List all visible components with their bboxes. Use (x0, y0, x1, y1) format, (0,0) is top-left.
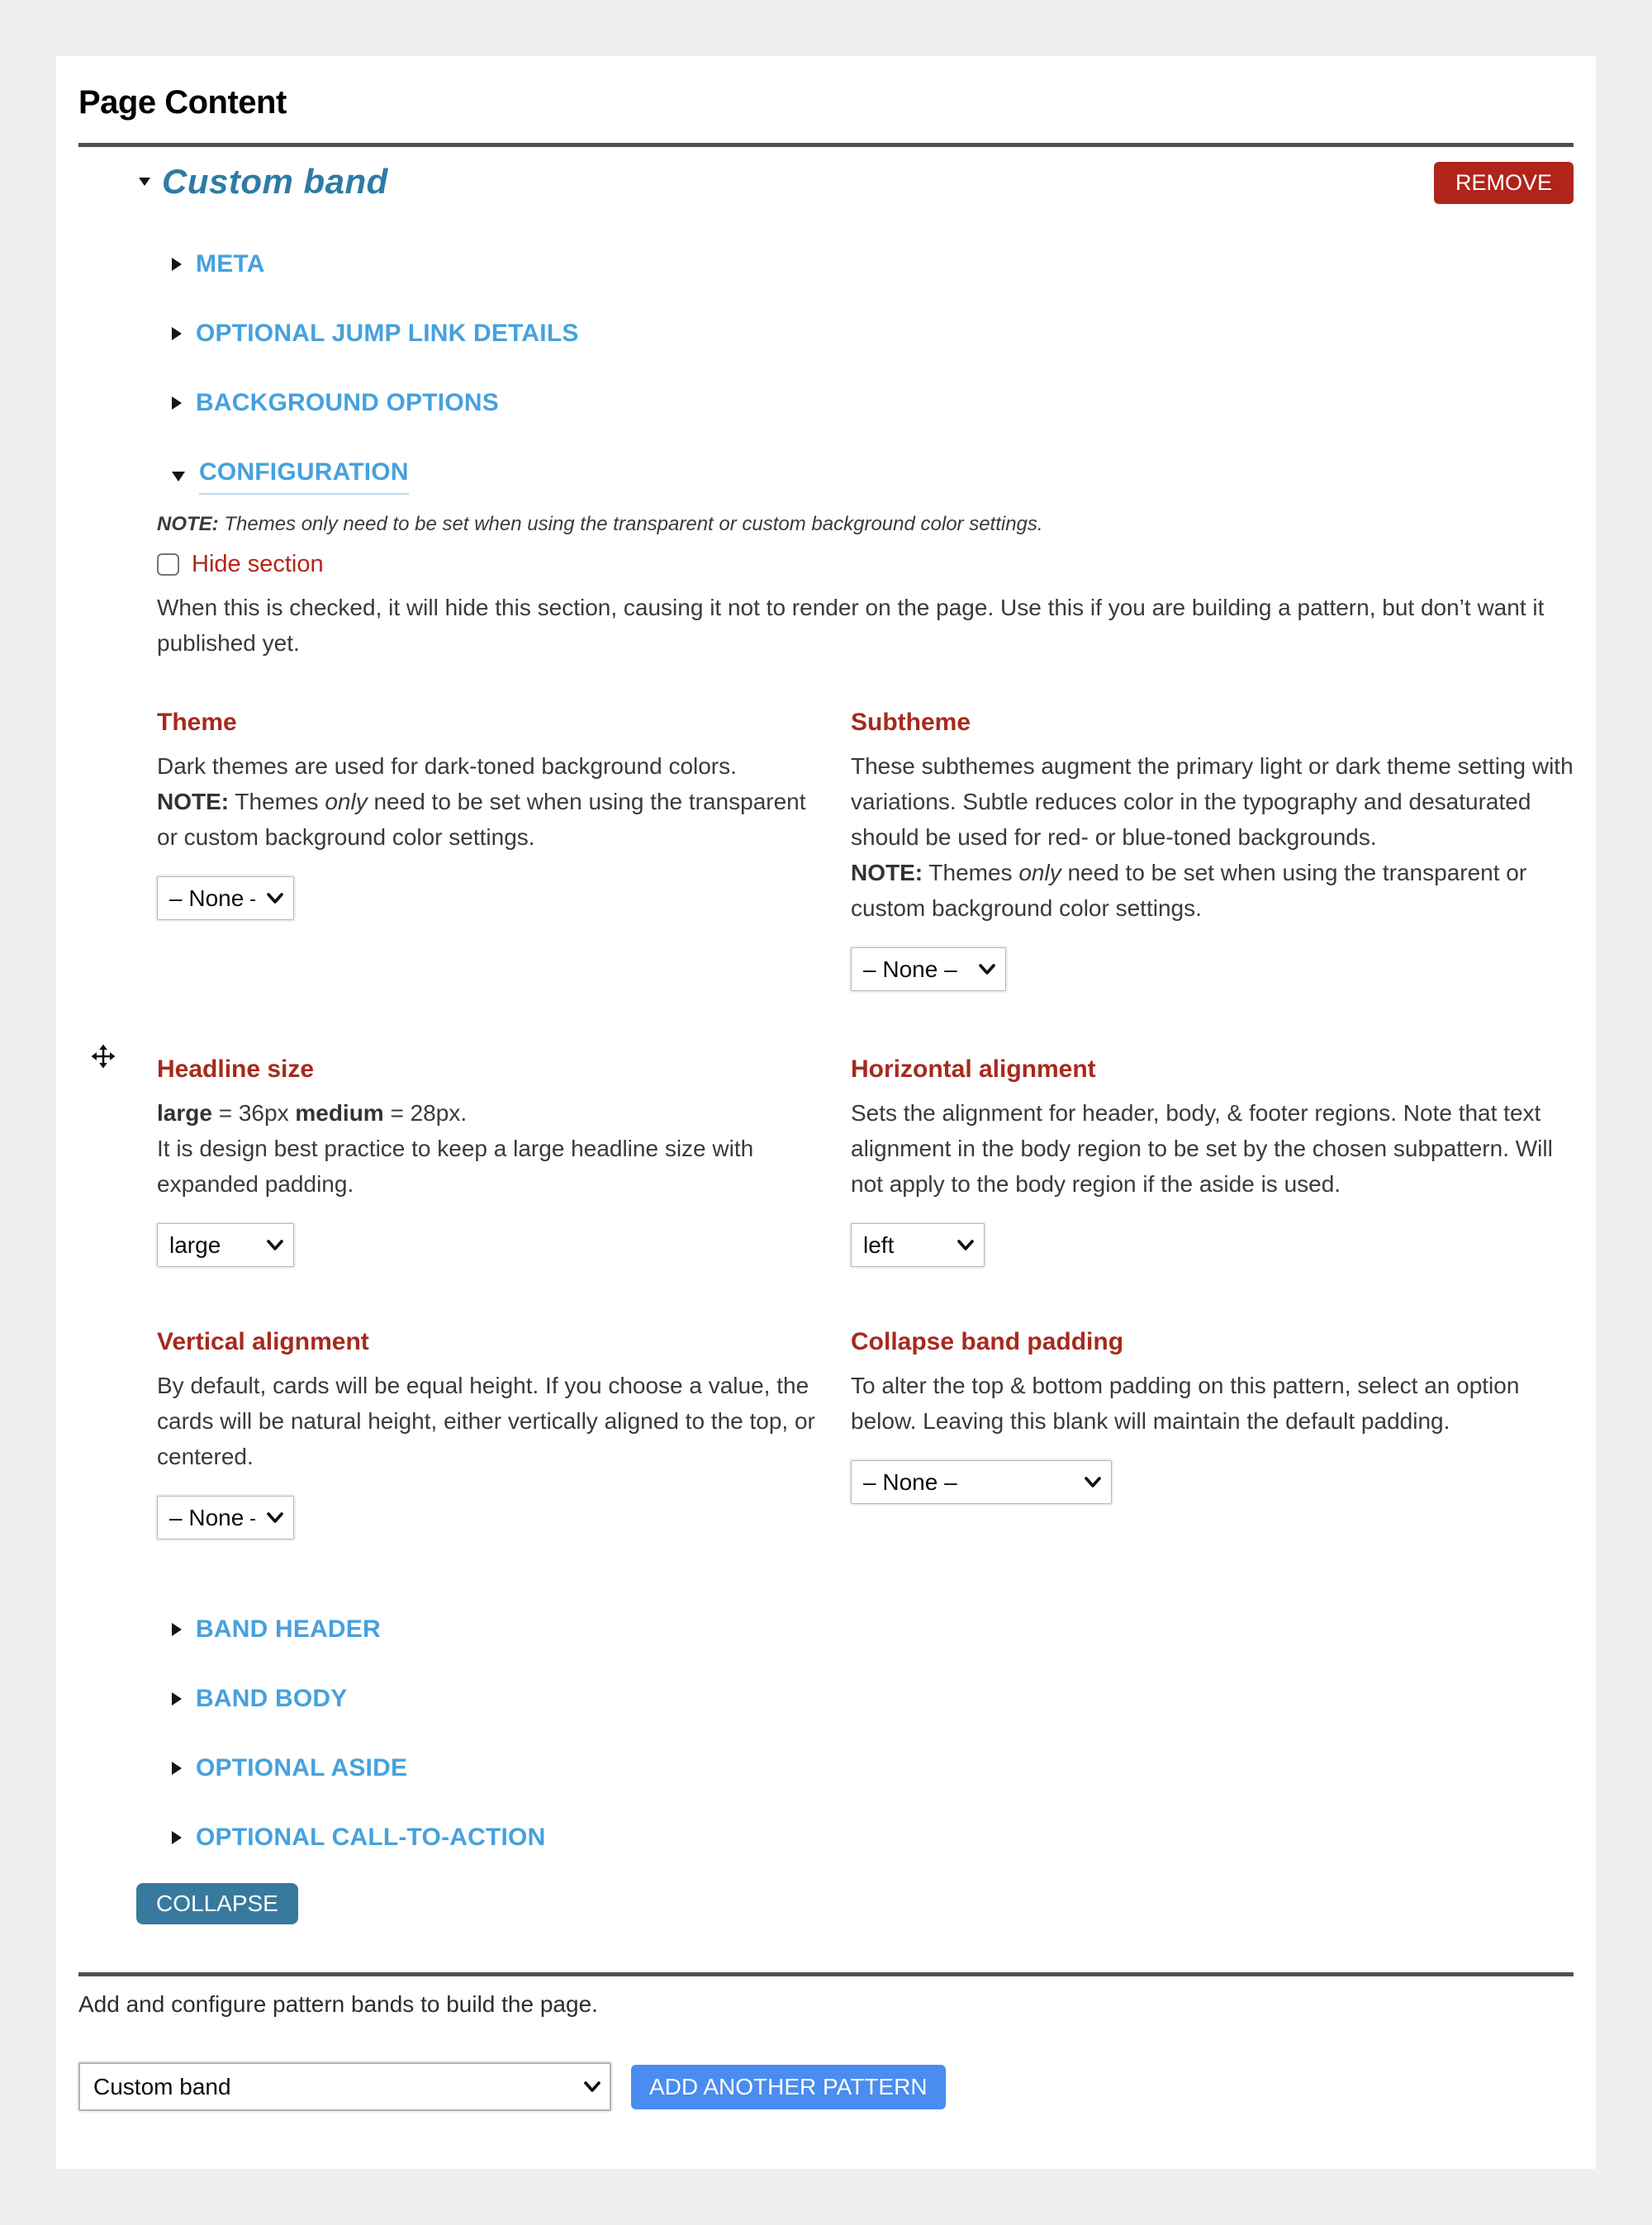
caret-right-icon (172, 1623, 182, 1636)
collapse-band-padding-field (851, 1328, 1574, 1539)
note-text: Themes only need to be set when using the transparent or custom background color settings. (224, 513, 1043, 535)
remove-button[interactable]: REMOVE (1434, 162, 1574, 204)
configuration-note (157, 513, 1574, 536)
section-link-meta[interactable] (172, 250, 265, 278)
theme-description (157, 748, 828, 855)
subtheme-select[interactable] (851, 947, 1006, 991)
section-link-band-header[interactable] (172, 1615, 381, 1644)
horizontal-alignment-field (851, 1056, 1574, 1267)
theme-desc-text: Dark themes are used for dark-toned background colors. (157, 753, 737, 779)
caret-down-icon (139, 178, 150, 186)
section-link-optional-jump-link-details[interactable] (172, 320, 579, 348)
subtheme-label: Subtheme (851, 709, 971, 736)
section-label: BAND HEADER (196, 1615, 381, 1643)
section-label: OPTIONAL JUMP LINK DETAILS (196, 320, 579, 347)
horizontal-alignment-label: Horizontal alignment (851, 1056, 1096, 1083)
term-def: = 36px (211, 1100, 296, 1126)
section-label: BACKGROUND OPTIONS (196, 389, 499, 416)
note-text: Themes (235, 789, 319, 814)
section-link-optional-call-to-action[interactable] (172, 1824, 545, 1852)
hide-section-checkbox[interactable] (157, 553, 179, 576)
note-text: need to be set when using the transparent or custom background color settings. (157, 789, 806, 850)
caret-right-icon (172, 396, 182, 410)
term-bold: large (157, 1100, 212, 1126)
note-text: need to be set when using the transparent or custom background color settings. (851, 860, 1527, 921)
band-disclosure-toggle[interactable] (139, 162, 388, 202)
headline-size-select[interactable] (157, 1223, 294, 1267)
vertical-alignment-select[interactable] (157, 1496, 294, 1539)
section-label: OPTIONAL CALL-TO-ACTION (196, 1824, 546, 1851)
collapse-band-padding-description: To alter the top & bottom padding on this pattern, select an option below. Leaving this blank will maintain the default padding. (851, 1373, 1520, 1434)
section-link-background-options[interactable] (172, 389, 499, 417)
section-label: CONFIGURATION (199, 458, 409, 486)
theme-label: Theme (157, 709, 237, 736)
headline-size-field (157, 1056, 828, 1267)
caret-right-icon (172, 258, 182, 271)
collapse-band-padding-label: Collapse band padding (851, 1328, 1124, 1355)
section-label: BAND BODY (196, 1685, 348, 1712)
section-link-optional-aside[interactable] (172, 1754, 407, 1782)
caret-right-icon (172, 327, 182, 340)
headline-desc-text: It is design best practice to keep a large headline size with expanded padding. (157, 1136, 754, 1197)
note-italic: only (1018, 860, 1061, 885)
add-another-pattern-button[interactable]: ADD ANOTHER PATTERN (631, 2065, 946, 2109)
subtheme-desc-text: These subthemes augment the primary light or dark theme setting with variations. Subtle reduces color in the typography and desaturated should be used for red- or blue-toned backgrounds. (851, 753, 1574, 850)
vertical-alignment-description: By default, cards will be equal height. If you choose a value, the cards will be natural height, either vertically aligned to the top, or centered. (157, 1373, 815, 1469)
theme-select[interactable] (157, 876, 294, 920)
section-label: META (196, 250, 265, 278)
collapse-band-padding-select[interactable] (851, 1460, 1112, 1504)
vertical-alignment-label: Vertical alignment (157, 1328, 369, 1355)
horizontal-alignment-description: Sets the alignment for header, body, & footer regions. Note that text alignment in the body region to be set by the chosen subpattern. Will not apply to the body region if the aside is used. (851, 1100, 1553, 1197)
horizontal-alignment-select[interactable] (851, 1223, 985, 1267)
term-bold: medium (295, 1100, 384, 1126)
note-prefix: NOTE: (851, 860, 923, 885)
hide-section-label: Hide section (192, 551, 324, 577)
bottom-divider (78, 1972, 1574, 1976)
subtheme-description (851, 748, 1574, 926)
hide-section-description: When this is checked, it will hide this section, causing it not to render on the page. Use this if you are building a pattern, but don’t want it published yet. (157, 595, 1545, 656)
headline-size-label: Headline size (157, 1056, 315, 1083)
note-prefix: NOTE: (157, 789, 230, 814)
section-link-configuration[interactable] (172, 458, 409, 495)
caret-down-icon (172, 472, 185, 482)
section-link-band-body[interactable] (172, 1685, 347, 1713)
caret-right-icon (172, 1762, 182, 1775)
note-italic: only (325, 789, 368, 814)
collapse-button[interactable]: COLLAPSE (136, 1883, 298, 1924)
vertical-alignment-field (157, 1328, 828, 1539)
pattern-band (78, 162, 1574, 1924)
configuration-section (157, 513, 1574, 1539)
move-icon[interactable] (91, 1044, 116, 1069)
term-def: = 28px. (383, 1100, 468, 1126)
add-pattern-hint: Add and configure pattern bands to build the page. (78, 1991, 598, 2017)
page-content-panel (56, 56, 1596, 2169)
headline-size-description (157, 1095, 828, 1202)
caret-right-icon (172, 1692, 182, 1706)
pattern-type-select[interactable] (78, 2062, 611, 2111)
caret-right-icon (172, 1831, 182, 1844)
subtheme-field (851, 709, 1574, 991)
band-title: Custom band (162, 162, 388, 201)
top-divider (78, 143, 1574, 147)
theme-field (157, 709, 828, 991)
page-title: Page Content (78, 84, 287, 121)
note-text: Themes (928, 860, 1013, 885)
section-label: OPTIONAL ASIDE (196, 1754, 408, 1781)
note-prefix: NOTE: (157, 513, 219, 535)
